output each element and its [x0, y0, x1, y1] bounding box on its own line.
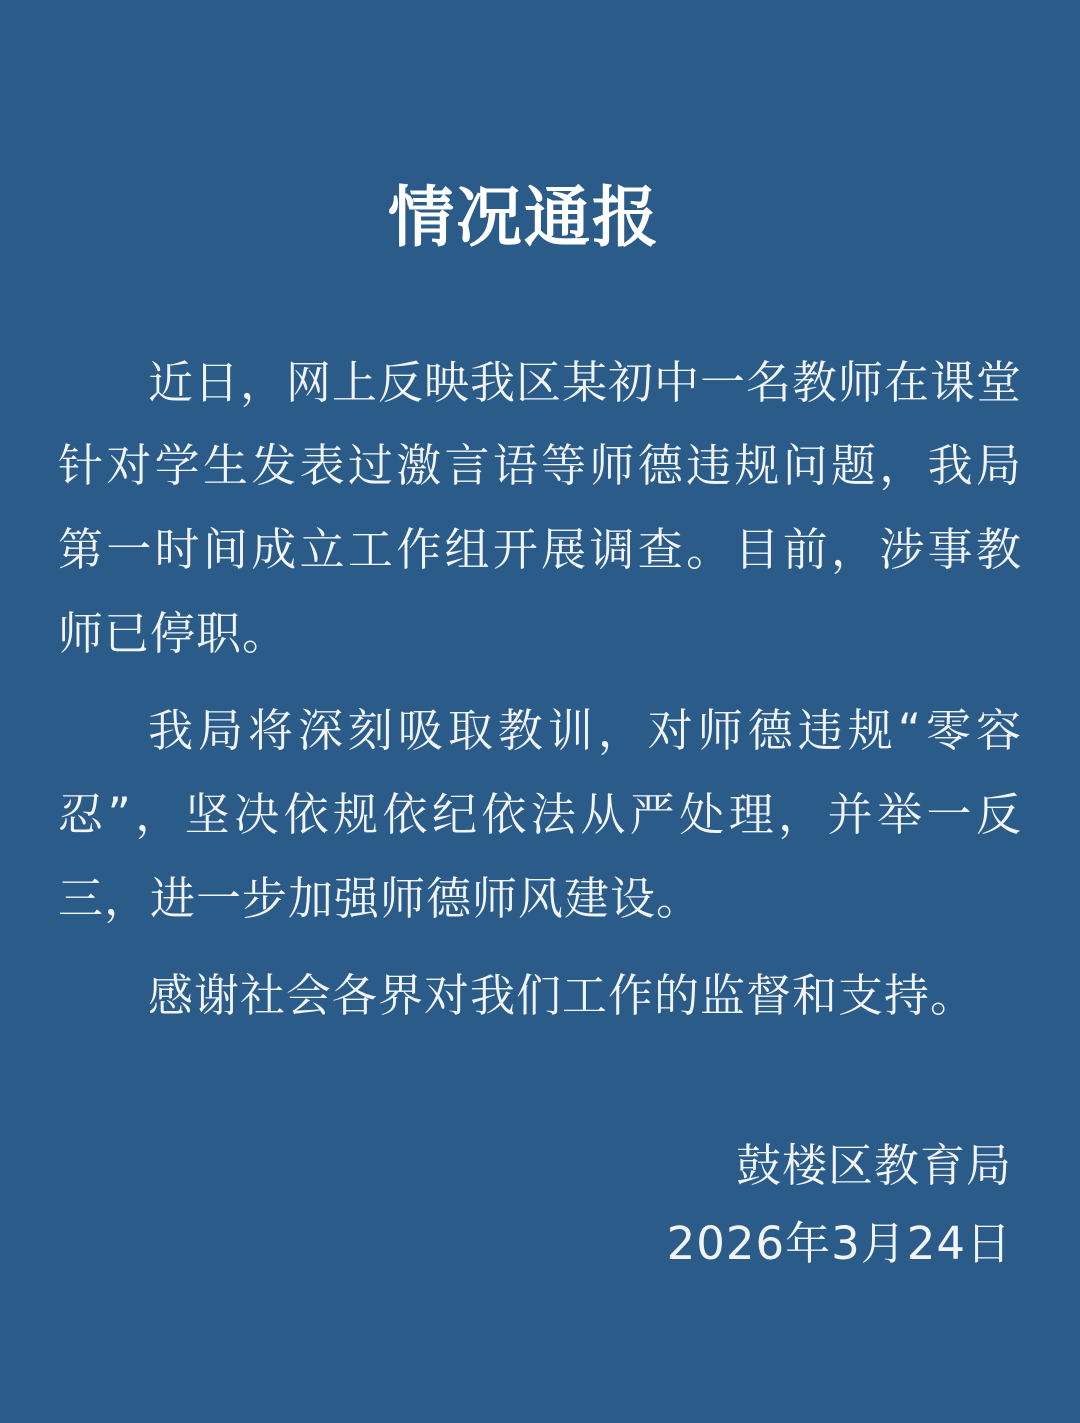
notice-paragraph: 我局将深刻吸取教训，对师德违规“零容忍”，坚决依规依纪依法从严处理，并举一反三，进一步加强师德师风建设。	[58, 704, 1022, 925]
notice-paragraph: 感谢社会各界对我们工作的监督和支持。	[148, 969, 977, 1023]
signature-issuer: 鼓楼区教育局	[735, 1139, 1012, 1193]
signature-block	[58, 1130, 1022, 1280]
notice-paragraph: 近日，网上反映我区某初中一名教师在课堂针对学生发表过激言语等师德违规问题，我局第一时间成立工作组开展调查。目前，涉事教师已停职。	[58, 355, 1023, 660]
page-title: 情况通报	[388, 179, 660, 256]
signature-date: 2026年3月24日	[666, 1217, 1012, 1271]
notice-body	[58, 341, 1022, 1039]
